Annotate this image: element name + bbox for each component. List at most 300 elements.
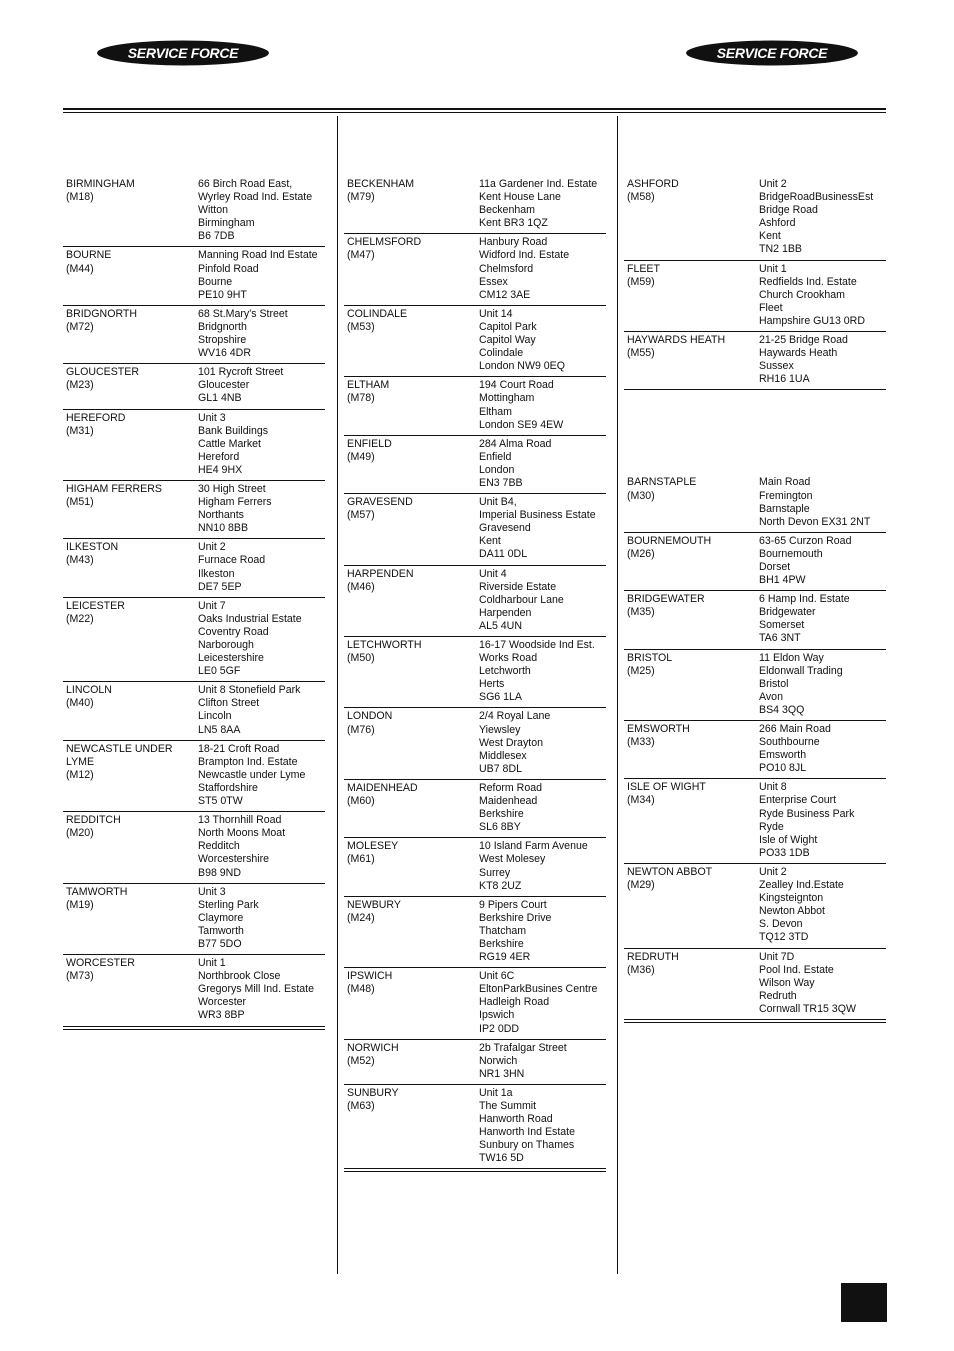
service-centre-entry xyxy=(63,955,325,1026)
centre-name: TAMWORTH xyxy=(66,885,128,898)
address-line: Enfield xyxy=(479,450,512,463)
centre-name-block xyxy=(627,866,759,945)
address-line: GL1 4NB xyxy=(198,392,242,405)
address-line: London xyxy=(479,463,515,476)
address-line: TW16 5D xyxy=(479,1152,524,1165)
centre-address xyxy=(198,684,325,736)
address-line: Hanworth Ind Estate xyxy=(479,1126,575,1139)
centre-address xyxy=(759,951,886,1016)
column-divider xyxy=(337,116,338,1274)
address-line: Worcestershire xyxy=(198,853,270,866)
centre-code: (M43) xyxy=(66,554,94,567)
address-line: Birmingham xyxy=(198,217,255,230)
address-line: B77 5DO xyxy=(198,937,242,950)
address-line: Bournemouth xyxy=(759,547,823,560)
centre-code: (M40) xyxy=(66,697,94,710)
centre-code: (M73) xyxy=(66,970,94,983)
service-centre-entry xyxy=(344,377,606,435)
address-line: Main Road xyxy=(759,476,811,489)
centre-address xyxy=(759,334,886,386)
centre-address xyxy=(198,541,325,593)
address-line: Hampshire GU13 0RD xyxy=(759,314,865,327)
centre-name: LEICESTER xyxy=(66,599,125,612)
address-line: Gregorys Mill Ind. Estate xyxy=(198,983,314,996)
service-centre-entry xyxy=(63,539,325,597)
centre-name-block xyxy=(627,178,759,257)
address-line: Enterprise Court xyxy=(759,794,837,807)
centre-name: BECKENHAM xyxy=(347,178,415,190)
address-line: Unit 6C xyxy=(479,970,515,983)
service-centre-entry xyxy=(624,533,886,591)
address-line: 66 Birch Road East, xyxy=(198,178,293,190)
centre-code: (M33) xyxy=(627,736,655,749)
centre-code: (M26) xyxy=(627,547,655,560)
centre-name-block xyxy=(347,438,479,490)
address-line: Unit 3 xyxy=(198,885,226,898)
centre-address xyxy=(479,639,606,704)
centre-address xyxy=(759,781,886,860)
centre-code: (M61) xyxy=(347,853,375,866)
service-centre-entry xyxy=(344,838,606,896)
service-centre-entry xyxy=(344,708,606,779)
address-line: Fremington xyxy=(759,489,813,502)
address-line: Northants xyxy=(198,509,244,522)
centre-code: (M34) xyxy=(627,794,655,807)
service-centre-entry xyxy=(344,566,606,637)
service-force-logo xyxy=(97,40,269,66)
address-line: Tamworth xyxy=(198,924,244,937)
address-line: Yiewsley xyxy=(479,723,521,736)
address-line: Unit 2 xyxy=(759,178,787,190)
centre-address xyxy=(479,1042,606,1081)
centre-code: (M35) xyxy=(627,606,655,619)
centre-name-block xyxy=(347,236,479,301)
address-line: 21-25 Bridge Road xyxy=(759,334,848,347)
centre-name: BRIDGEWATER xyxy=(627,593,705,606)
address-line: 63-65 Curzon Road xyxy=(759,534,852,547)
centre-code: (M19) xyxy=(66,898,94,911)
centre-address xyxy=(479,379,606,431)
centre-address xyxy=(479,840,606,892)
service-centre-entry xyxy=(63,884,325,955)
address-line: Hereford xyxy=(198,450,240,463)
centre-code: (M57) xyxy=(347,509,375,522)
address-line: S. Devon xyxy=(759,918,803,931)
address-line: Haywards Heath xyxy=(759,347,838,360)
service-centre-entry xyxy=(344,494,606,565)
address-line: 2/4 Royal Lane xyxy=(479,710,551,723)
centre-name-block xyxy=(627,593,759,645)
service-centre-entry xyxy=(624,474,886,532)
address-line: Stropshire xyxy=(198,334,247,347)
address-line: Unit 2 xyxy=(759,865,787,878)
centre-address xyxy=(479,438,606,490)
centre-name: NEWTON ABBOT xyxy=(627,865,713,878)
address-line: Somerset xyxy=(759,619,805,632)
address-line: Lincoln xyxy=(198,710,232,723)
address-line: Bank Buildings xyxy=(198,424,269,437)
address-line: Unit 7D xyxy=(759,950,795,963)
address-line: Newcastle under Lyme xyxy=(198,768,306,781)
address-line: Kent BR3 1QZ xyxy=(479,217,548,230)
column-divider xyxy=(617,116,618,1274)
address-line: Gloucester xyxy=(198,379,250,392)
address-line: RH16 1UA xyxy=(759,373,810,386)
address-line: Thatcham xyxy=(479,924,527,937)
column-end-rule xyxy=(344,1171,606,1173)
service-centre-column-3 xyxy=(624,176,886,1024)
address-line: SL6 8BY xyxy=(479,821,521,834)
address-line: PO10 8JL xyxy=(759,762,807,775)
centre-address xyxy=(479,710,606,775)
centre-address xyxy=(759,593,886,645)
address-line: ST5 0TW xyxy=(198,795,243,808)
centre-name: BRIDGNORTH xyxy=(66,307,138,320)
address-line: 10 Island Farm Avenue xyxy=(479,840,588,853)
address-line: DE7 5EP xyxy=(198,580,242,593)
centre-name: IPSWICH xyxy=(347,970,393,983)
address-line: Worcester xyxy=(198,996,247,1009)
centre-name-block xyxy=(627,652,759,717)
address-line: HE4 9HX xyxy=(198,463,243,476)
address-line: Pinfold Road xyxy=(198,262,259,275)
address-line: Zealley Ind.Estate xyxy=(759,879,844,892)
address-line: London SE9 4EW xyxy=(479,418,564,431)
address-line: West Drayton xyxy=(479,736,543,749)
address-line: Bourne xyxy=(198,275,233,288)
centre-code: (M47) xyxy=(347,249,375,262)
centre-code: (M12) xyxy=(66,768,94,781)
address-line: Bristol xyxy=(759,677,789,690)
centre-name-line-2: LYME xyxy=(66,755,95,768)
address-line: Harpenden xyxy=(479,606,532,619)
centre-name: CHELMSFORD xyxy=(347,236,422,249)
address-line: Beckenham xyxy=(479,204,535,217)
centre-name-block xyxy=(347,970,479,1035)
address-line: Gravesend xyxy=(479,522,531,535)
centre-name-block xyxy=(347,496,479,561)
centre-name-block xyxy=(627,951,759,1016)
service-centre-entry xyxy=(624,721,886,779)
address-line: Emsworth xyxy=(759,749,807,762)
centre-code: (M76) xyxy=(347,723,375,736)
column-end-rule xyxy=(63,1029,325,1031)
address-line: Cattle Market xyxy=(198,437,261,450)
centre-name: HARPENDEN xyxy=(347,567,414,580)
centre-name: EMSWORTH xyxy=(627,723,690,735)
address-line: 11a Gardener Ind. Estate xyxy=(479,178,598,190)
address-line: Riverside Estate xyxy=(479,580,557,593)
centre-address xyxy=(759,535,886,587)
address-line: Bridge Road xyxy=(759,204,818,217)
address-line: Ryde Business Park xyxy=(759,807,855,820)
address-line: Maidenhead xyxy=(479,795,538,808)
address-line: DA11 0DL xyxy=(479,548,528,561)
centre-name-block xyxy=(66,366,198,405)
centre-name-block xyxy=(347,639,479,704)
centre-name-block xyxy=(627,535,759,587)
centre-name: MOLESEY xyxy=(347,840,399,853)
address-line: Middlesex xyxy=(479,749,527,762)
centre-name-block xyxy=(66,684,198,736)
centre-code: (M48) xyxy=(347,983,375,996)
address-line: Church Crookham xyxy=(759,288,845,301)
centre-name-block xyxy=(347,710,479,775)
centre-name-block xyxy=(627,263,759,328)
address-line: Brampton Ind. Estate xyxy=(198,755,298,768)
centre-name-block xyxy=(627,781,759,860)
centre-code: (M52) xyxy=(347,1054,375,1067)
address-line: IP2 0DD xyxy=(479,1022,520,1035)
centre-name-block xyxy=(66,308,198,360)
address-line: Essex xyxy=(479,275,508,288)
address-line: Ilkeston xyxy=(198,567,235,580)
centre-address xyxy=(198,957,325,1022)
address-line: Pool Ind. Estate xyxy=(759,963,834,976)
centre-code: (M63) xyxy=(347,1100,375,1112)
service-centre-entry xyxy=(624,176,886,261)
centre-code: (M44) xyxy=(66,262,94,275)
centre-code: (M23) xyxy=(66,379,94,392)
header-rule xyxy=(63,108,886,110)
service-centre-entry xyxy=(344,637,606,708)
address-line: 18-21 Croft Road xyxy=(198,742,280,755)
address-line: Imperial Business Estate xyxy=(479,509,596,522)
address-line: EltonParkBusines Centre xyxy=(479,983,598,996)
centre-name: REDDITCH xyxy=(66,814,121,827)
centre-name: ISLE OF WIGHT xyxy=(627,781,706,794)
address-line: Unit 1 xyxy=(759,262,787,275)
centre-code: (M36) xyxy=(627,963,655,976)
address-line: NR1 3HN xyxy=(479,1067,525,1080)
address-line: 6 Hamp Ind. Estate xyxy=(759,593,850,606)
address-line: Letchworth xyxy=(479,665,531,678)
address-line: Redfields Ind. Estate xyxy=(759,275,857,288)
centre-code: (M59) xyxy=(627,275,655,288)
centre-name-block xyxy=(66,814,198,879)
centre-name-block xyxy=(347,782,479,834)
centre-address xyxy=(759,866,886,945)
service-centre-entry xyxy=(63,481,325,539)
address-line: Berkshire xyxy=(479,937,524,950)
address-line: Redditch xyxy=(198,840,240,853)
centre-code: (M46) xyxy=(347,580,375,593)
service-centre-entry xyxy=(344,176,606,234)
address-line: Hanbury Road xyxy=(479,236,548,249)
centre-code: (M55) xyxy=(627,347,655,360)
address-line: Berkshire Drive xyxy=(479,911,552,924)
address-line: The Summit xyxy=(479,1100,537,1112)
centre-address xyxy=(198,412,325,477)
centre-address xyxy=(198,366,325,405)
address-line: 68 St.Mary's Street xyxy=(198,307,288,320)
address-line: Ipswich xyxy=(479,1009,515,1022)
address-line: Reform Road xyxy=(479,781,542,794)
centre-name-block xyxy=(66,541,198,593)
centre-address xyxy=(479,308,606,373)
address-line: PE10 9HT xyxy=(198,288,247,301)
centre-name: ENFIELD xyxy=(347,437,392,450)
centre-name: WORCESTER xyxy=(66,957,135,970)
entry-list xyxy=(624,176,886,390)
address-line: Furnace Road xyxy=(198,554,266,567)
centre-address xyxy=(198,483,325,535)
centre-code: (M50) xyxy=(347,652,375,665)
service-centre-entry xyxy=(63,812,325,883)
centre-name-block xyxy=(66,886,198,951)
service-centre-entry xyxy=(63,598,325,683)
address-line: Southbourne xyxy=(759,736,820,749)
centre-name: GLOUCESTER xyxy=(66,366,139,379)
centre-name-block xyxy=(347,840,479,892)
centre-code: (M49) xyxy=(347,450,375,463)
centre-code: (M31) xyxy=(66,424,94,437)
centre-name-block xyxy=(347,1042,479,1081)
address-line: 16-17 Woodside Ind Est. xyxy=(479,639,595,651)
address-line: Wilson Way xyxy=(759,976,815,989)
centre-name-block xyxy=(347,1087,479,1166)
centre-name-block xyxy=(66,600,198,679)
address-line: Eldonwall Trading xyxy=(759,664,843,677)
address-line: Kent xyxy=(479,535,501,548)
address-line: Sunbury on Thames xyxy=(479,1139,575,1152)
address-line: 284 Alma Road xyxy=(479,437,552,450)
address-line: Unit 2 xyxy=(198,541,226,554)
service-centre-column-1 xyxy=(63,176,325,1031)
address-line: Unit 3 xyxy=(198,411,226,424)
address-line: Newton Abbot xyxy=(759,905,825,918)
address-line: RG19 4ER xyxy=(479,951,531,964)
address-line: 2b Trafalgar Street xyxy=(479,1041,567,1054)
address-line: Kingsteignton xyxy=(759,892,824,905)
service-centre-entry xyxy=(344,306,606,377)
address-line: Colindale xyxy=(479,347,524,360)
address-line: Fleet xyxy=(759,301,783,314)
centre-name-block xyxy=(66,957,198,1022)
service-centre-entry xyxy=(344,436,606,494)
centre-address xyxy=(479,568,606,633)
address-line: 194 Court Road xyxy=(479,379,554,392)
address-line: WR3 8BP xyxy=(198,1009,245,1022)
centre-name-block xyxy=(347,308,479,373)
centre-name-block xyxy=(347,899,479,964)
centre-code: (M29) xyxy=(627,879,655,892)
address-line: Ashford xyxy=(759,217,796,230)
centre-code: (M79) xyxy=(347,191,375,204)
address-line: TA6 3NT xyxy=(759,632,801,645)
address-line: AL5 4UN xyxy=(479,619,522,632)
centre-name-block xyxy=(627,334,759,386)
header-rule xyxy=(63,112,886,113)
address-line: Sterling Park xyxy=(198,898,259,911)
address-line: Unit 4 xyxy=(479,567,507,580)
address-line: Clifton Street xyxy=(198,697,260,710)
centre-name-block xyxy=(347,178,479,230)
centre-name: LONDON xyxy=(347,710,393,723)
entry-list xyxy=(63,176,325,1027)
service-centre-column-2 xyxy=(344,176,606,1173)
address-line: Avon xyxy=(759,690,783,703)
service-centre-entry xyxy=(63,410,325,481)
centre-code: (M20) xyxy=(66,827,94,840)
centre-name: HEREFORD xyxy=(66,411,126,424)
service-centre-entry xyxy=(344,968,606,1039)
centre-name: LINCOLN xyxy=(66,684,112,697)
centre-address xyxy=(759,652,886,717)
centre-name-block xyxy=(66,412,198,477)
address-line: Kent House Lane xyxy=(479,191,561,204)
centre-name: ELTHAM xyxy=(347,379,390,392)
address-line: 13 Thornhill Road xyxy=(198,814,282,827)
address-line: Unit 1a xyxy=(479,1086,513,1099)
address-line: Berkshire xyxy=(479,808,524,821)
centre-address xyxy=(759,723,886,775)
centre-code: (M18) xyxy=(66,191,94,204)
service-centre-entry xyxy=(624,949,886,1020)
centre-name: BRISTOL xyxy=(627,651,673,664)
address-line: Manning Road Ind Estate xyxy=(198,249,318,262)
address-line: North Devon EX31 2NT xyxy=(759,515,871,528)
centre-name-block xyxy=(347,568,479,633)
service-centre-entry xyxy=(624,650,886,721)
service-centre-entry xyxy=(624,591,886,649)
address-line: 30 High Street xyxy=(198,482,266,495)
centre-address xyxy=(198,886,325,951)
centre-name: NEWBURY xyxy=(347,898,401,911)
address-line: BH1 4PW xyxy=(759,574,806,587)
address-line: Cornwall TR15 3QW xyxy=(759,1002,856,1015)
address-line: B98 9ND xyxy=(198,866,241,879)
address-line: SG6 1LA xyxy=(479,691,522,704)
address-line: Hanworth Road xyxy=(479,1113,553,1126)
address-line: EN3 7BB xyxy=(479,476,523,489)
service-centre-entry xyxy=(63,176,325,247)
address-line: Unit 1 xyxy=(198,957,226,970)
centre-name: HAYWARDS HEATH xyxy=(627,334,726,347)
address-line: Sussex xyxy=(759,360,794,373)
address-line: Dorset xyxy=(759,560,791,573)
address-line: Capitol Park xyxy=(479,320,537,333)
centre-address xyxy=(759,476,886,528)
address-line: Isle of Wight xyxy=(759,833,818,846)
address-line: 9 Pipers Court xyxy=(479,898,547,911)
svg-text:SERVICE FORCE: SERVICE FORCE xyxy=(127,45,239,61)
service-centre-entry xyxy=(344,897,606,968)
address-line: 11 Eldon Way xyxy=(759,651,824,664)
centre-name: BARNSTAPLE xyxy=(627,476,697,489)
centre-name-block xyxy=(627,723,759,775)
centre-address xyxy=(479,899,606,964)
address-line: Widford Ind. Estate xyxy=(479,249,570,262)
service-force-logo xyxy=(686,40,858,66)
page-number-tab xyxy=(841,1283,887,1322)
entry-list xyxy=(344,176,606,1169)
centre-code: (M24) xyxy=(347,911,375,924)
address-line: B6 7DB xyxy=(198,230,235,243)
centre-address xyxy=(198,178,325,243)
address-line: Kent xyxy=(759,230,781,243)
centre-address xyxy=(198,743,325,808)
address-line: Wyrley Road Ind. Estate xyxy=(198,191,313,204)
service-centre-entry xyxy=(624,261,886,332)
centre-name: REDRUTH xyxy=(627,950,679,963)
entry-list xyxy=(624,474,886,1020)
address-line: Coventry Road xyxy=(198,625,269,638)
address-line: NN10 8BB xyxy=(198,522,249,535)
address-line: Unit 8 Stonefield Park xyxy=(198,684,301,697)
centre-code: (M78) xyxy=(347,392,375,405)
centre-name: SUNBURY xyxy=(347,1086,399,1099)
